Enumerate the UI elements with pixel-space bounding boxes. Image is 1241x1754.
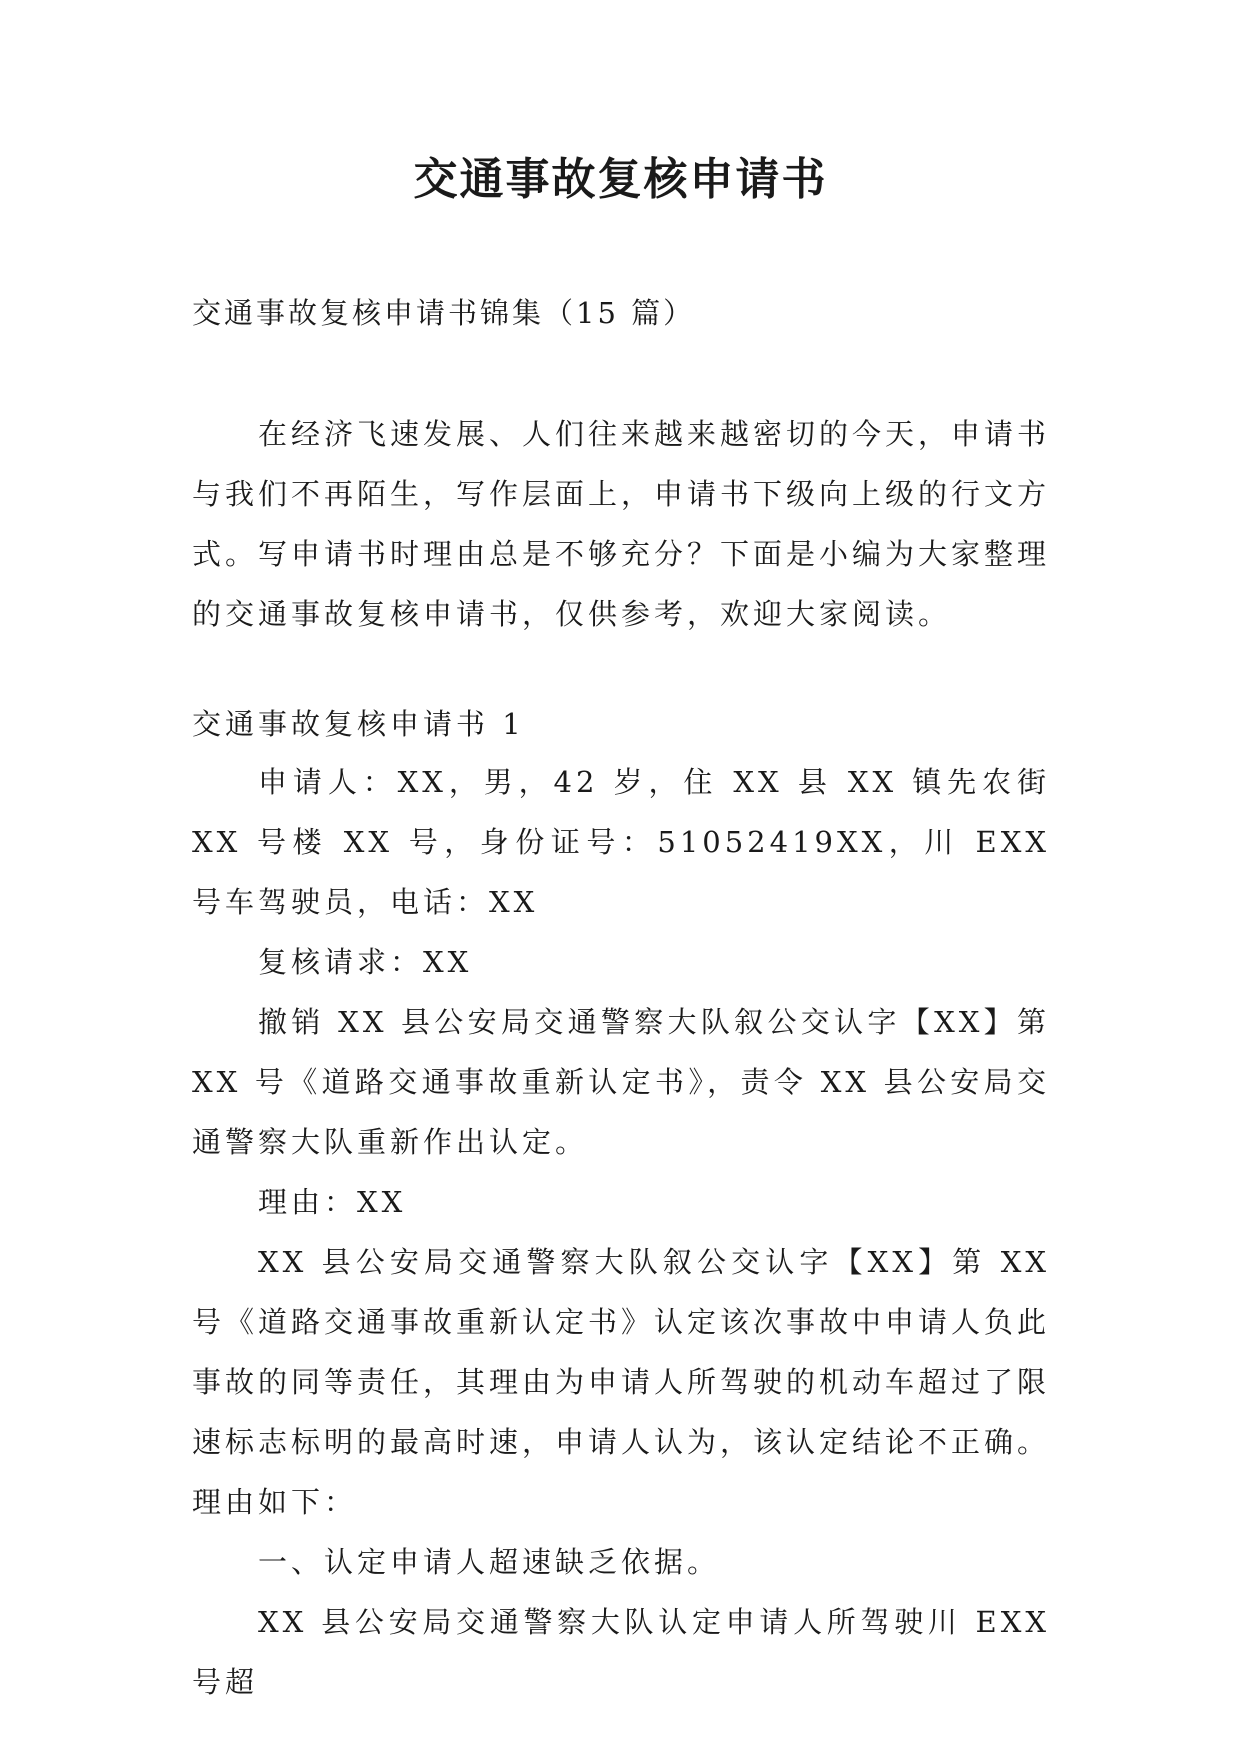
paragraph-reason: XX 县公安局交通警察大队叙公交认字【XX】第 XX 号《道路交通事故重新认定书》认定该次事故中申请人负此事故的同等责任，其理由为申请人所驾驶的机动车超过了限速标志标明的最高时速，申请人认为，该认定结论不正确。理由如下： <box>192 1245 1051 1519</box>
intro-paragraph: 在经济飞速发展、人们往来越来越密切的今天，申请书与我们不再陌生，写作层面上，申请书下级向上级的行文方式。写申请书时理由总是不够充分？下面是小编为大家整理的交通事故复核申请书，仅供参考，欢迎大家阅读。 <box>192 417 1051 631</box>
section-heading: 交通事故复核申请书 1 <box>192 707 525 741</box>
paragraph-reason-label: 理由：XX <box>258 1185 407 1219</box>
document-subtitle: 交通事故复核申请书锦集（15 篇） <box>192 296 696 330</box>
paragraph-applicant: 申请人：XX，男，42 岁，住 XX 县 XX 镇先农街 XX 号楼 XX 号，身份证号：51052419XX，川 EXX 号车驾驶员，电话：XX <box>192 765 1050 919</box>
section-body <box>192 752 1050 1712</box>
paragraph-review-request: 复核请求：XX <box>258 945 473 979</box>
document-title: 交通事故复核申请书 <box>413 154 828 205</box>
paragraph-point-one: 一、认定申请人超速缺乏依据。 <box>258 1545 721 1579</box>
paragraph-continued: XX 县公安局交通警察大队认定申请人所驾驶川 EXX 号超 <box>192 1605 1050 1699</box>
paragraph-revoke: 撤销 XX 县公安局交通警察大队叙公交认字【XX】第 XX 号《道路交通事故重新认定书》，责令 XX 县公安局交通警察大队重新作出认定。 <box>192 1005 1050 1159</box>
